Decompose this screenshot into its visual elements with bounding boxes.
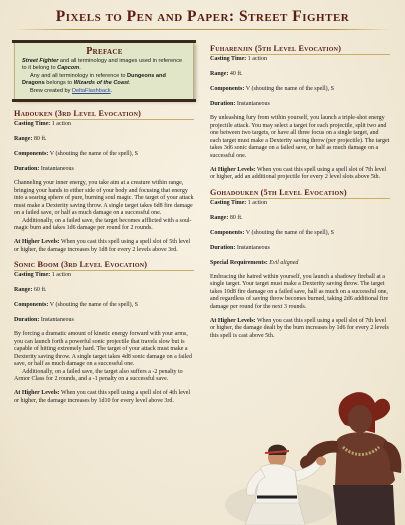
components: Components: V (shouting the name of the spell), S [14, 302, 138, 308]
description: By forcing a dramatic amount of kinetic energy forward with your arms, you can launch forth a powerful sonic projectile that travels slow but is capable of hitting extremely hard. The target of your attack must make a Dexterity saving throw. A single target takes 4d8 sonic damage on a failed save, or half as much damage on a successful one. [14, 331, 192, 367]
spell-sonic-boom [14, 260, 194, 405]
fighters-illustration [225, 385, 405, 525]
description-extra: Additionally, on a failed save, the target also suffers a -2 penalty to Armor Class for 2 rounds, and a -1 penalty on a successful save. [14, 368, 183, 382]
casting-time: Casting Time: 1 action [210, 199, 267, 206]
higher-levels: At Higher Levels: When you cast this spell using a spell slot of 5th level or higher, the damage increases by 1d8 for every 2 levels above 3rd. [14, 239, 191, 253]
higher-levels: At Higher Levels: When you cast this spell using a spell slot of 7th level or higher, the damage dealt by the burn increases by 1d6 for every 2 levels this spell is cast above 5th. [210, 317, 389, 339]
duration: Duration: Instantaneous [210, 101, 270, 107]
duration: Duration: Instantaneous [14, 317, 74, 323]
components: Components: V (shouting the name of the spell), S [210, 86, 334, 92]
title-divider [14, 29, 391, 30]
preface-line-1: Street Fighter and all terminology and images used in reference to it belong to Capcom. [22, 58, 183, 71]
fighters-svg [225, 385, 405, 525]
spell-hadouken [14, 109, 194, 254]
range: Range: 40 ft. [210, 71, 243, 77]
range: Range: 60 ft. [14, 287, 47, 293]
description: Channeling your inner energy, you take aim at a creature within range, bringing your hands to either side of your body and focusing that energy into a searing sphere of pure, burning soul magic. The target of your attack must make a Dexterity saving throw. A single target takes 6d8 fire damage on a failed save, or half as much damage on a successful one. [14, 180, 194, 216]
components: Components: V (shouting the name of the spell), S [14, 151, 138, 157]
preface-heading: Preface [86, 46, 123, 57]
special-requirements: Special Requirements: Evil aligned [210, 259, 299, 266]
duration: Duration: Instantaneous [14, 166, 74, 172]
preface-box [14, 42, 194, 100]
preface-line-2: Any and all terminology in reference to Dungeons and Dragons belongs to Wizards of the Coast. [22, 73, 166, 86]
description: By unleashing fury from within yourself, you launch a triple-shot energy projectile attack. You may select a target for each projectile, split two and one between two targets, or have all three focus on a single target, and each target must make a Dexterity saving throw (per projectile). The target takes 3d6 sonic damage on a failed save, or half as much damage on a successful one. [210, 115, 390, 159]
range: Range: 80 ft. [210, 214, 243, 221]
higher-levels: At Higher Levels: When you cast this spell using a spell slot of 4th level or higher, the damage increases by 1d10 for every level above 3rd. [14, 390, 191, 404]
range: Range: 80 ft. [14, 136, 47, 142]
right-column [210, 44, 390, 340]
description-extra: Additionally, on a failed save, the target becomes afflicted with a soul-magic burn and takes 1d6 damage per round for 2 rounds. [14, 217, 192, 231]
duration: Duration: Instantaneous [210, 244, 270, 251]
left-column [14, 42, 194, 405]
spell-title: Sonic Boom (3rd Level Evocation) [14, 260, 194, 271]
components: Components: V (shouting the name of the spell), S [210, 229, 334, 236]
description: Embracing the hatred within yourself, you launch a shadowy fireball at a single target. Your target must make a Dexterity saving throw. The target takes 10d8 fire damage on a failed save, half as much on a successful one, and regardless of saving throw becomes burned, taking 2d6 additional fire damage per round for the next 3 rounds. [210, 273, 389, 310]
page-title: Pixels to Pen and Paper: Street Fighter [55, 8, 350, 25]
spell-title: Hadouken (3rd Level Evocation) [14, 109, 194, 120]
author-link[interactable]: DeltaFlashback [71, 88, 111, 94]
spell-title: Fuharenjin (5th Level Evocation) [210, 44, 390, 55]
preface-line-3: Brew created by DeltaFlashback. [30, 88, 113, 94]
spell-title: Gohadouken (5th Level Evocation) [210, 188, 390, 199]
higher-levels: At Higher Levels: When you cast this spell using a spell slot of 7th level or higher, add an additional projectile for every 2 level slots above 5th. [210, 166, 387, 180]
casting-time: Casting Time: 1 action [14, 272, 71, 278]
spell-gohadouken [210, 188, 390, 341]
casting-time: Casting Time: 1 action [14, 121, 71, 127]
casting-time: Casting Time: 1 action [210, 56, 267, 62]
spell-fuharenjin [210, 44, 390, 182]
